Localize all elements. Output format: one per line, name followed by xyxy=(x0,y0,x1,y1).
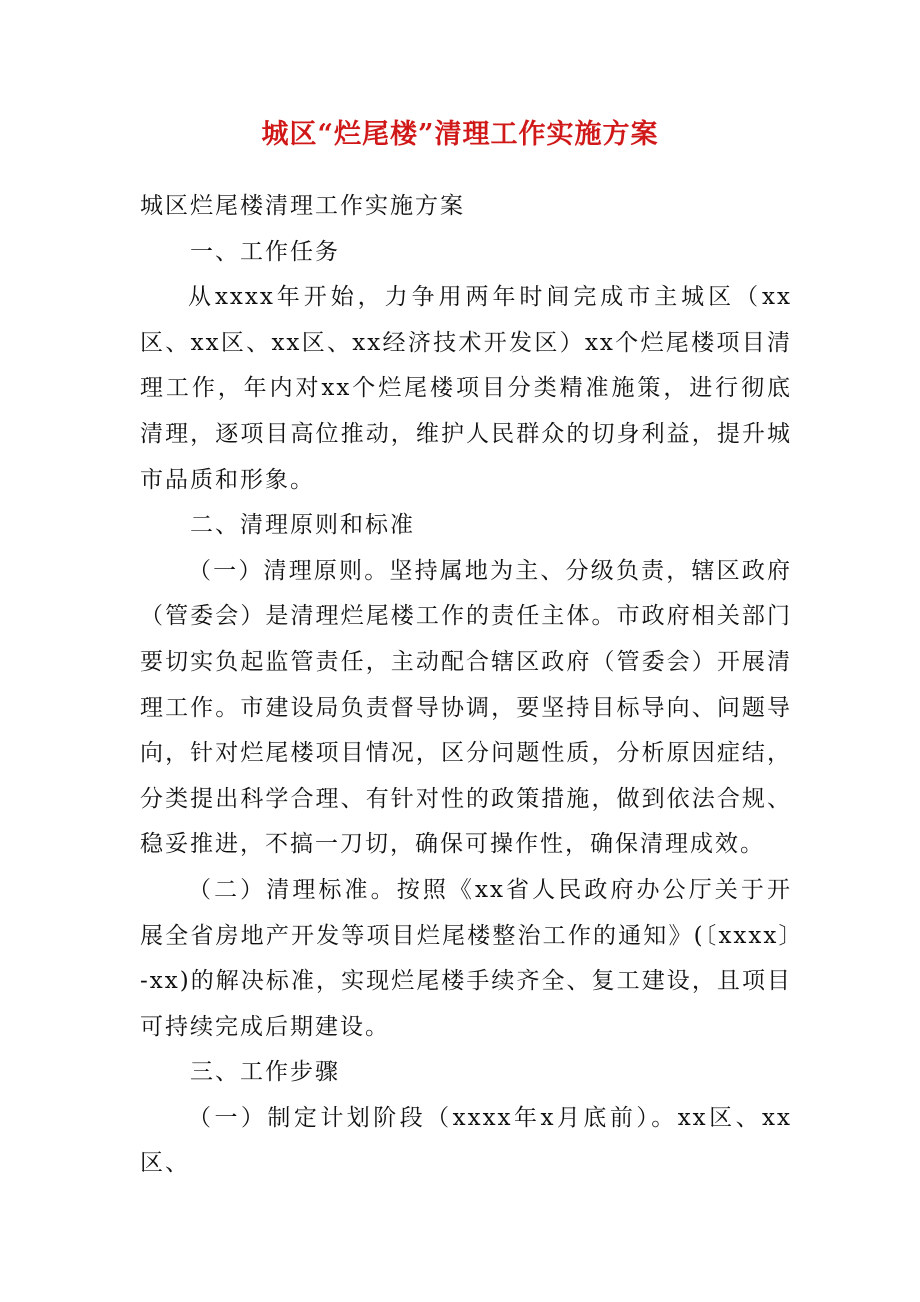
section-heading: 三、工作步骤 xyxy=(190,1059,340,1086)
document-title: 城区“烂尾楼”清理工作实施方案 xyxy=(261,119,659,150)
paragraph: （一）清理原则。坚持属地为主、分级负责，辖区政府（管委会）是清理烂尾楼工作的责任主体。市政府相关部门要切实负起监管责任，主动配合辖区政府（管委会）开展清理工作。市建设局负责督导协调，要坚持目标导向、问题导向，针对烂尾楼项目情况，区分问题性质，分析原因症结，分类提出科学合理、有针对性的政策措施，做到依法合规、稳妥推进，不搞一刀切，确保可操作性，确保清理成效。 xyxy=(140,557,792,858)
section-heading: 二、清理原则和标准 xyxy=(190,512,415,539)
document-subtitle: 城区烂尾楼清理工作实施方案 xyxy=(140,193,465,219)
paragraph: 从xxxx年开始，力争用两年时间完成市主城区（xx区、xx区、xx区、xx经济技术开发区）xx个烂尾楼项目清理工作，年内对xx个烂尾楼项目分类精准施策，进行彻底清理，逐项目高位推动，维护人民群众的切身利益，提升城市品质和形象。 xyxy=(140,284,792,493)
paragraph: （二）清理标准。按照《xx省人民政府办公厅关于开展全省房地产开发等项目烂尾楼整治工作的通知》(〔xxxx〕-xx)的解决标准，实现烂尾楼手续齐全、复工建设，且项目可持续完成后期建设。 xyxy=(140,876,792,1040)
section-heading: 一、工作任务 xyxy=(190,238,340,265)
paragraph: （一）制定计划阶段（xxxx年x月底前）。xx区、xx区、 xyxy=(140,1104,792,1177)
document-body xyxy=(140,184,792,1187)
